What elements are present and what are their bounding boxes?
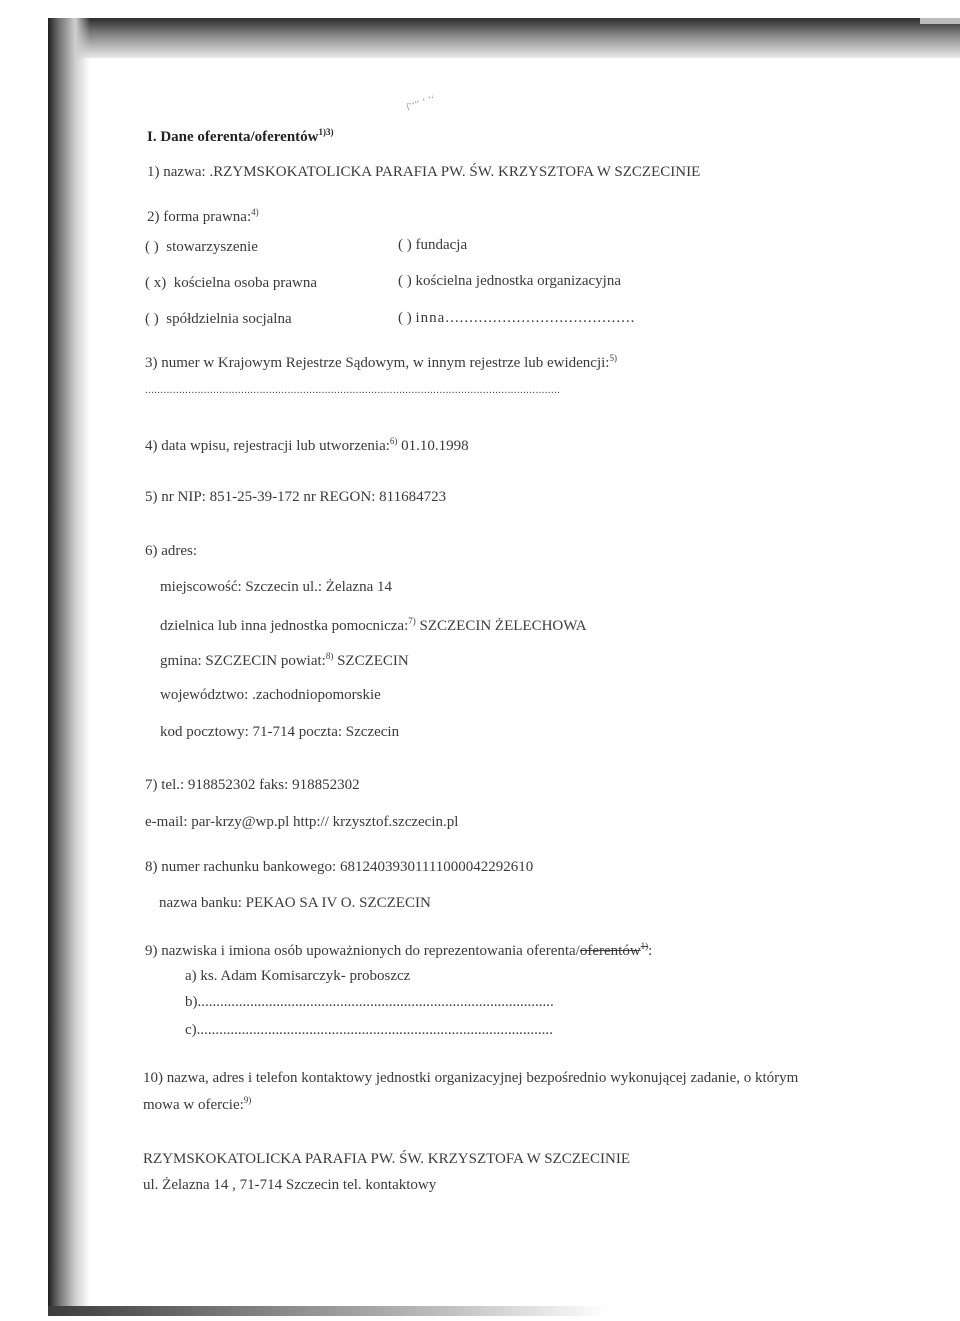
item10-line2 (143, 1096, 251, 1113)
option-text: inna........................................ (415, 310, 636, 326)
item10-line2-text: mowa w ofercie: (143, 1097, 244, 1113)
option-mark: ( ) (145, 311, 159, 327)
item3-label: 3) numer w Krajowym Rejestrze Sądowym, w innym rejestrze lub ewidencji: (145, 355, 610, 371)
option-text: kościelna jednostka organizacyjna (415, 273, 621, 289)
item7-phone: 7) tel.: 918852302 faks: 918852302 (145, 777, 360, 793)
item9-b: b)............................................................................................... (185, 994, 554, 1010)
item3-footnote: 5) (609, 353, 617, 363)
gmina-label: gmina: SZCZECIN powiat: (160, 653, 326, 669)
option-stowarzyszenie (145, 240, 258, 255)
item2-label: 2) forma prawna: (147, 209, 252, 225)
option-spoldzielnia (145, 312, 292, 327)
option-text: stowarzyszenie (166, 239, 258, 255)
option-mark: ( ) (398, 310, 412, 326)
item2-legal-form (147, 208, 259, 225)
item6-district (160, 617, 587, 634)
district-value: SZCZECIN ŻELECHOWA (419, 618, 587, 634)
option-text: spółdzielnia socjalna (166, 311, 292, 327)
option-mark: ( ) (398, 237, 412, 253)
item4-date (145, 437, 469, 454)
district-footnote: 7) (408, 616, 416, 626)
item9-representatives (145, 942, 652, 959)
item2-footnote: 4) (251, 207, 259, 217)
option-koscielna-osoba-prawna (145, 276, 317, 291)
section-title (147, 128, 334, 145)
option-inna (398, 311, 635, 326)
scan-edge-left (48, 18, 90, 1313)
option-koscielna-jednostka (398, 274, 621, 289)
gmina-footnote: 8) (325, 651, 334, 661)
item10-line1: 10) nazwa, adres i telefon kontaktowy jednostki organizacyjnej bezpośrednio wykonującej zadanie, o którym (143, 1070, 799, 1086)
item10-org: RZYMSKOKATOLICKA PARAFIA PW. ŚW. KRZYSZTOFA W SZCZECINIE (143, 1151, 631, 1167)
item6-postal: kod pocztowy: 71-714 poczta: Szczecin (160, 724, 400, 740)
item4-label: 4) data wpisu, rejestracji lub utworzenia: (145, 438, 390, 454)
item7-email: e-mail: par-krzy@wp.pl http:// krzysztof.szczecin.pl (145, 814, 459, 830)
item6-town: miejscowość: Szczecin ul.: Żelazna 14 (160, 579, 392, 595)
faint-handwritten-mark: ſ’‘‘‘ ‘ ’‘ (405, 93, 437, 114)
item1-value: .RZYMSKOKATOLICKA PARAFIA PW. ŚW. KRZYSZTOFA W SZCZECINIE (209, 164, 701, 180)
item8-account: 8) numer rachunku bankowego: 68124039301111000042292610 (145, 859, 534, 875)
district-label: dzielnica lub inna jednostka pomocnicza: (160, 618, 409, 634)
section-title-footnote: 1)3) (318, 127, 334, 137)
item8-bank: nazwa banku: PEKAO SA IV O. SZCZECIN (159, 895, 431, 911)
option-text: kościelna osoba prawna (173, 275, 318, 291)
scan-edge-top (50, 18, 960, 58)
item1-label: 1) nazwa: (147, 164, 206, 180)
item10-address: ul. Żelazna 14 , 71-714 Szczecin tel. kontaktowy (143, 1177, 437, 1193)
item6-gmina (160, 652, 409, 669)
item6-voivodeship: województwo: .zachodniopomorskie (160, 687, 381, 703)
item6-address-label: 6) adres: (145, 543, 198, 559)
item4-footnote: 6) (389, 436, 398, 446)
item9-label: 9) nazwiska i imiona osób upoważnionych do reprezentowania oferenta/ (145, 943, 580, 959)
item9-c: c)............................................................................................... (185, 1022, 553, 1038)
item9-tail: : (648, 943, 653, 959)
option-mark: ( x) (145, 275, 167, 291)
option-mark: ( ) (398, 273, 412, 289)
scan-edge-right (920, 18, 960, 24)
section-title-text: I. Dane oferenta/oferentów (147, 129, 319, 145)
option-fundacja (398, 238, 467, 253)
item5-nip-regon: 5) nr NIP: 851-25-39-172 nr REGON: 811684723 (145, 489, 447, 505)
scan-edge-bottom (48, 1306, 608, 1316)
item9-footnote: 1) (640, 941, 649, 951)
item3-dots: ...................................................................................................................................... (145, 385, 561, 396)
item1-name (147, 165, 700, 180)
item9-a: a) ks. Adam Komisarczyk- proboszcz (185, 968, 411, 984)
item4-value: 01.10.1998 (401, 438, 469, 454)
item10-footnote: 9) (243, 1095, 252, 1105)
powiat-value: SZCZECIN (337, 653, 409, 669)
option-mark: ( ) (145, 239, 159, 255)
option-text: fundacja (415, 237, 468, 253)
item9-struck-text: oferentów (579, 943, 641, 959)
item3-register (145, 354, 617, 371)
